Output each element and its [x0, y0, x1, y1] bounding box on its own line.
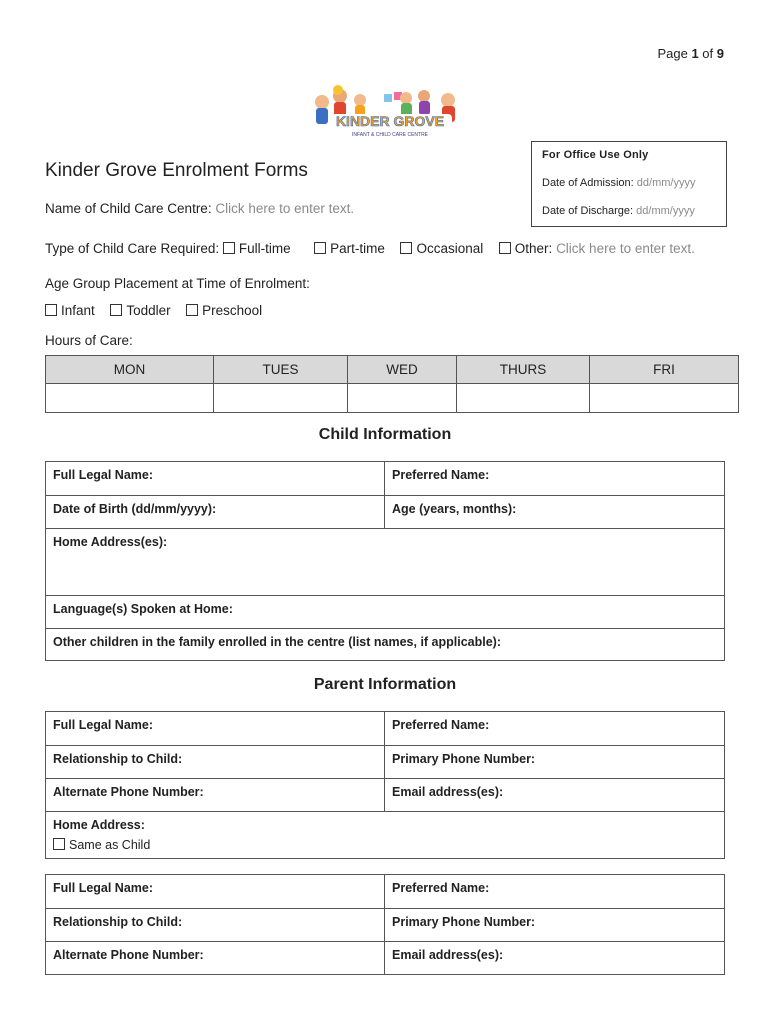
- admission-date-field[interactable]: Date of Admission: dd/mm/yyyy: [542, 177, 696, 189]
- discharge-date-field[interactable]: Date of Discharge: dd/mm/yyyy: [542, 205, 695, 217]
- hours-cell-thurs[interactable]: [457, 384, 590, 413]
- child-age-field[interactable]: Age (years, months):: [385, 496, 725, 529]
- svg-text:INFANT & CHILD CARE CENTRE: INFANT & CHILD CARE CENTRE: [351, 132, 429, 138]
- age-group-row: [45, 303, 262, 318]
- parent-info-title: Parent Information: [313, 676, 457, 693]
- parent-alt-phone-field[interactable]: Alternate Phone Number:: [46, 779, 385, 812]
- child-info-title: Child Information: [318, 426, 452, 443]
- day-header: TUES: [214, 356, 348, 384]
- parent2-relationship-field[interactable]: Relationship to Child:: [46, 909, 385, 942]
- parent2-email-field[interactable]: Email address(es):: [385, 942, 725, 975]
- other-input[interactable]: Click here to enter text.: [556, 241, 695, 256]
- siblings-field[interactable]: Other children in the family enrolled in the centre (list names, if applicable):: [46, 629, 725, 661]
- hours-label: Hours of Care:: [45, 333, 133, 348]
- child-info-table: [45, 461, 725, 661]
- day-header: FRI: [590, 356, 739, 384]
- parent2-table: [45, 874, 725, 975]
- day-header: THURS: [457, 356, 590, 384]
- svg-text:KINDER GROVE: KINDER GROVE: [335, 113, 445, 129]
- kinder-grove-logo: [308, 80, 468, 138]
- parent-email-field[interactable]: Email address(es):: [385, 779, 725, 812]
- child-dob-field[interactable]: Date of Birth (dd/mm/yyyy):: [46, 496, 385, 529]
- parent-full-name-field[interactable]: Full Legal Name:: [46, 712, 385, 746]
- parent-relationship-field[interactable]: Relationship to Child:: [46, 746, 385, 779]
- hours-cell-wed[interactable]: [348, 384, 457, 413]
- parent-address-field[interactable]: Home Address: Same as Child: [46, 812, 725, 859]
- parent2-full-name-field[interactable]: Full Legal Name:: [46, 875, 385, 909]
- parent-preferred-name-field[interactable]: Preferred Name:: [385, 712, 725, 746]
- form-title: Kinder Grove Enrolment Forms: [45, 160, 308, 181]
- age-group-label: Age Group Placement at Time of Enrolment:: [45, 276, 310, 291]
- day-header: WED: [348, 356, 457, 384]
- child-full-name-field[interactable]: Full Legal Name:: [46, 462, 385, 496]
- parent1-table: [45, 711, 725, 859]
- centre-name-row: Name of Child Care Centre: Click here to enter text.: [45, 201, 355, 216]
- same-as-child-checkbox[interactable]: Same as Child: [53, 838, 717, 852]
- other-checkbox[interactable]: Other:: [499, 241, 553, 256]
- office-use-title: For Office Use Only: [542, 149, 649, 161]
- toddler-checkbox[interactable]: Toddler: [110, 303, 170, 318]
- hours-cell-mon[interactable]: [46, 384, 214, 413]
- care-type-row: Type of Child Care Required: Full-time Part-time Occasional Other: Click here to enter text.: [45, 241, 695, 256]
- parent2-preferred-name-field[interactable]: Preferred Name:: [385, 875, 725, 909]
- parttime-checkbox[interactable]: Part-time: [314, 241, 385, 256]
- child-language-field[interactable]: Language(s) Spoken at Home:: [46, 596, 725, 629]
- hours-table: [45, 355, 739, 413]
- office-use-box: [531, 141, 727, 227]
- infant-checkbox[interactable]: Infant: [45, 303, 95, 318]
- occasional-checkbox[interactable]: Occasional: [400, 241, 483, 256]
- page-number: Page 1 of 9: [657, 46, 724, 61]
- child-address-field[interactable]: Home Address(es):: [46, 529, 725, 596]
- day-header: MON: [46, 356, 214, 384]
- parent2-primary-phone-field[interactable]: Primary Phone Number:: [385, 909, 725, 942]
- fulltime-checkbox[interactable]: Full-time: [223, 241, 291, 256]
- centre-name-input[interactable]: Click here to enter text.: [215, 201, 355, 216]
- parent2-alt-phone-field[interactable]: Alternate Phone Number:: [46, 942, 385, 975]
- hours-cell-tues[interactable]: [214, 384, 348, 413]
- preschool-checkbox[interactable]: Preschool: [186, 303, 262, 318]
- child-preferred-name-field[interactable]: Preferred Name:: [385, 462, 725, 496]
- parent-primary-phone-field[interactable]: Primary Phone Number:: [385, 746, 725, 779]
- hours-cell-fri[interactable]: [590, 384, 739, 413]
